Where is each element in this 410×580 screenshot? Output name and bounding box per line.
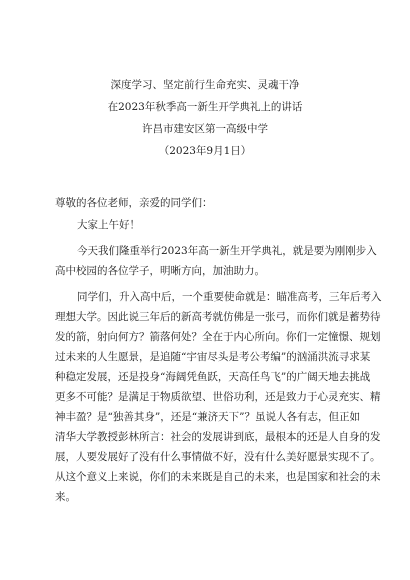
paragraph-2 xyxy=(55,287,382,507)
paragraph-line: 从这个意义上来说，你们的未来既是自己的未来，也是国家和社会的未 xyxy=(55,471,381,483)
paragraph-line: 今天我们隆重举行2023年高一新生开学典礼，就是要为刚刚步入 xyxy=(77,245,377,257)
paragraph-1 xyxy=(55,241,377,281)
speech-title: 深度学习、坚定前行生命充实、灵魂干净 xyxy=(110,79,300,91)
paragraph-line: 清华大学教授彭林所言：社会的发展讲到底，最根本的还是人自身的发 xyxy=(55,431,381,443)
speech-occasion: 在2023年秋季高一新生开学典礼上的讲话 xyxy=(107,101,303,113)
speech-date: （2023年9月1日） xyxy=(158,145,252,157)
speech-body xyxy=(55,193,382,507)
title-block xyxy=(0,74,410,162)
paragraph-line: 同学们，升入高中后，一个重要使命就是：瞄准高考，三年后考入 xyxy=(77,291,382,303)
paragraph-line: 理想大学。因此说三年后的新高考就仿佛是一张弓，而你们就是蓄势待 xyxy=(55,311,381,323)
greeting: 大家上午好！ xyxy=(77,219,140,231)
paragraph-line: 神丰盈？是“独善其身”，还是“兼济天下”？虽说人各有志，但正如 xyxy=(55,411,360,423)
paragraph-line: 更多不可能？是满足于物质欲望、世俗功利，还是致力于心灵充实、精 xyxy=(55,391,381,403)
paragraph-line: 发的箭，射向何方？箭落何处？全在于内心所向。你们一定憧憬、规划 xyxy=(55,331,381,343)
paragraph-line: 来。 xyxy=(55,491,76,503)
paragraph-line: 种稳定发展，还是投身“海阔凭鱼跃，天高任鸟飞”的广阔天地去挑战 xyxy=(55,371,371,383)
salutation: 尊敬的各位老师，亲爱的同学们： xyxy=(55,197,213,209)
paragraph-line: 过未来的人生愿景，是追随“宇宙尽头是考公考编”的汹涌洪流寻求某 xyxy=(55,351,371,363)
school-name: 许昌市建安区第一高级中学 xyxy=(142,123,268,135)
paragraph-line: 展，人要发展好了没有什么事情做不好，没有什么美好愿景实现不了。 xyxy=(55,451,381,463)
paragraph-line: 高中校园的各位学子，明晰方向，加油助力。 xyxy=(55,265,265,277)
